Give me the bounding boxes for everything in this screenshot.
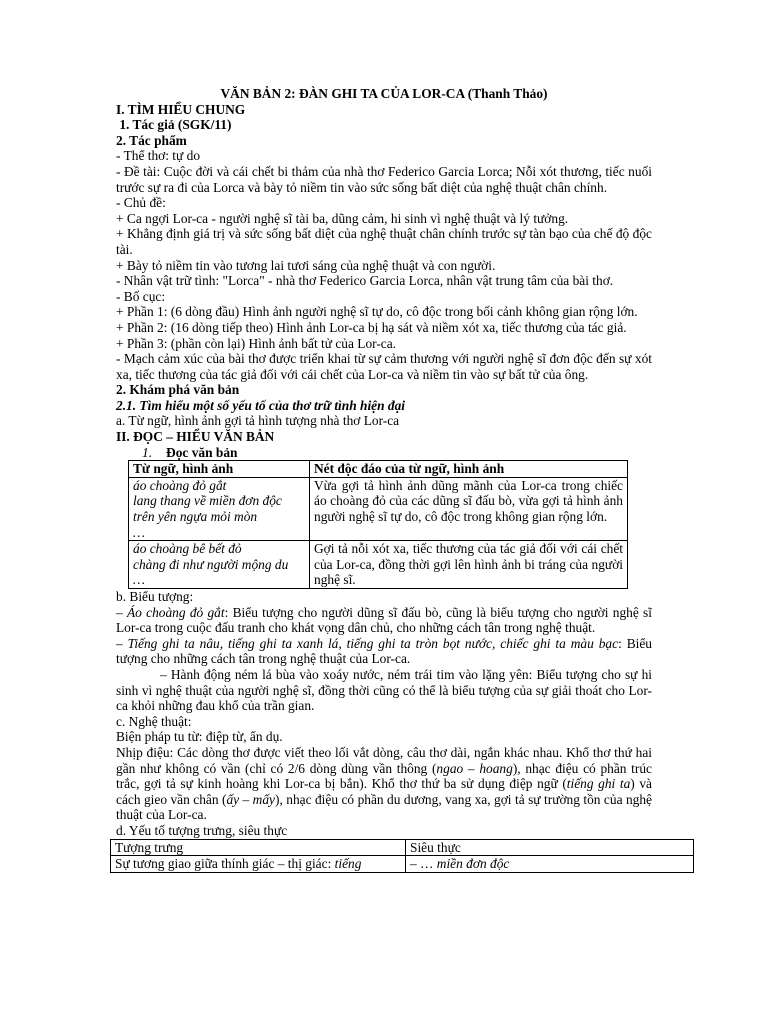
text-line-symbol-cloak — [116, 605, 652, 636]
table-cell-images — [129, 541, 310, 589]
table-cell-meaning: Gợi tả nỗi xót xa, tiếc thương của tác giả đối với cái chết của Lor-ca, đồng thời gợi lên hình ảnh bi tráng của người nghệ sĩ. — [310, 541, 628, 589]
table-row — [111, 856, 694, 873]
text-line-part-1: + Phần 1: (6 dòng đầu) Hình ảnh người nghệ sĩ tự do, cô độc trong bối cảnh không gian rộng lớn. — [116, 304, 638, 320]
document-title: VĂN BẢN 2: ĐÀN GHI TA CỦA LOR-CA (Thanh Thảo) — [220, 86, 548, 101]
italic-phrase: ngao – hoang — [436, 760, 513, 776]
numbered-item-reading — [116, 445, 652, 461]
section-heading-reading: II. ĐỌC – HIỂU VĂN BẢN — [116, 429, 275, 445]
subheading-explore: 2. Khám phá văn bản — [116, 382, 240, 398]
text-line-theme-3: + Bày tỏ niềm tin vào tương lai tươi sáng của nghệ thuật và con người. — [116, 257, 496, 273]
text-span: : Biểu tượng cho những cách tân trong nghệ thuật của Lor-ca. — [116, 635, 653, 667]
table-header-cell: Từ ngữ, hình ảnh — [129, 461, 310, 478]
text-line-symbol-action: – Hành động ném lá bùa vào xoáy nước, ném trái tim vào lặng yên: Biểu tượng cho sự hi sinh vì nghệ thuật của người nghệ sĩ, đồng thời cũng có thể là biểu tượng của sự giải thoát cho Lor-ca khỏi những đau khổ của trần gian. — [116, 666, 652, 714]
document-body — [116, 86, 652, 873]
text-span: : Biểu tượng cho người dũng sĩ đấu bò, cũng là biểu tượng cho người nghệ sĩ Lor-ca trong cuộc đấu tranh cho khát vọng dân chủ, cho những cách tân trong nghệ thuật. — [116, 604, 652, 636]
item-text: Đọc văn bản — [166, 444, 238, 460]
table-cell-surreal — [406, 856, 694, 873]
text-line-structure-label: - Bố cục: — [116, 288, 166, 304]
italic-phrase: – Áo choàng đỏ gắt — [116, 604, 225, 620]
table-cell-meaning: Vừa gợi tả hình ảnh dũng mãnh của Lor-ca trong chiếc áo choàng đỏ của các dũng sĩ đấu bò, vừa gợi tả hình ảnh người nghệ sĩ tự do, cô độc trong không gian rộng lớn. — [310, 477, 628, 540]
italic-phrase: miền đơn độc — [436, 856, 510, 872]
subheading-symbols: b. Biểu tượng: — [116, 589, 194, 604]
cell-line: lang thang về miền đơn độc — [133, 493, 282, 509]
italic-phrase: tiếng ghi ta — [566, 776, 631, 792]
table-header-cell: Siêu thực — [406, 839, 694, 856]
cell-line: trên yên ngựa mỏi mòn — [133, 509, 258, 525]
italic-phrase: ấy – mấy — [226, 791, 275, 807]
table-header-row — [111, 839, 694, 856]
table-cell-images — [129, 477, 310, 540]
subheading-elements: 2.1. Tìm hiểu một số yếu tố của thơ trữ tình hiện đại — [116, 397, 406, 413]
table-header-cell: Tượng trưng — [111, 839, 406, 856]
text-line-topic: - Đề tài: Cuộc đời và cái chết bi thảm của nhà thơ Federico Garcia Lorca; Nỗi xót thương, tiếc nuối trước sự ra đi của Lorca và bày tỏ niềm tin vào sức sống bất diệt của nghệ thuật chân chính. — [116, 163, 652, 195]
text-line-part-3: + Phần 3: (phần còn lại) Hình ảnh bất tử của Lor-ca. — [116, 335, 397, 351]
text-line-rhythm — [116, 745, 652, 823]
text-line-form: - Thể thơ: tự do — [116, 148, 201, 164]
table-row — [129, 541, 628, 589]
cell-line: … — [133, 572, 145, 588]
text-line-emotion-flow: - Mạch cảm xúc của bài thơ được triển khai từ sự cảm thương với người nghệ sĩ đơn độc đến sự xót xa, tiếc thương của tác giả đối với cái chết của Lor-ca và niềm tin vào sự bất tử của ông. — [116, 351, 652, 382]
text-span: Sự tương giao giữa thính giác – thị giác: — [115, 856, 335, 872]
table-words-images — [128, 460, 628, 589]
text-line-part-2: + Phần 2: (16 dòng tiếp theo) Hình ảnh Lor-ca bị hạ sát và niềm xót xa, tiếc thương của tác giả. — [116, 319, 627, 335]
text-span: – … — [410, 856, 437, 872]
text-line-rhetoric: Biện pháp tu từ: điệp từ, ẩn dụ. — [116, 729, 283, 745]
subheading-art: c. Nghệ thuật: — [116, 713, 192, 729]
text-span: ) và cách gieo vần chân ( — [116, 776, 652, 807]
subheading-work: 2. Tác phẩm — [116, 132, 187, 148]
table-row — [129, 477, 628, 540]
table-header-cell: Nét độc đáo của từ ngữ, hình ảnh — [310, 461, 628, 478]
section-heading-general: I. TÌM HIỂU CHUNG — [116, 101, 246, 117]
subheading-author: 1. Tác giả (SGK/11) — [116, 117, 232, 133]
text-line-symbol-guitar — [116, 636, 652, 667]
text-span: Nhịp điệu: Các dòng thơ được viết theo lối vắt dòng, câu thơ dài, ngắn khác nhau. Khổ thơ thứ hai gần như không có vần (chỉ có 2/6 dòng dùng vần thông ( — [116, 744, 652, 776]
text-span: ), nhạc điệu có phần trúc trắc, gợi tả sự kinh hoàng khi Lor-ca bị bắn). Khổ thơ thứ ba sử dụng điệp ngữ ( — [116, 760, 653, 792]
cell-line: … — [133, 524, 145, 540]
italic-phrase: tiếng — [334, 856, 362, 872]
subheading-symbolism: d. Yếu tố tượng trưng, siêu thực — [116, 822, 288, 838]
text-line-theme-label: - Chủ đề: — [116, 195, 166, 211]
text-line-theme-2: + Khẳng định giá trị và sức sống bất diệt của nghệ thuật chân chính trước sự tàn bạo của chế độ độc tài. — [116, 226, 652, 257]
text-line-lyric-character: - Nhân vật trữ tình: "Lorca" - nhà thơ Federico Garcia Lorca, nhân vật trung tâm của bài thơ. — [116, 273, 614, 289]
table-header-row — [129, 461, 628, 478]
text-span: ), nhạc điệu có phần du dương, vang xa, gợi tả sự trường tồn của nghệ thuật của Lor-ca. — [116, 791, 652, 823]
cell-line: chàng đi như người mộng du — [133, 556, 289, 572]
cell-line: áo choàng đỏ gắt — [133, 477, 227, 493]
table-cell-symbolic — [111, 856, 406, 873]
item-number: 1. — [142, 444, 153, 460]
cell-line: áo choàng bê bết đỏ — [133, 541, 242, 557]
text-line-words-images: a. Từ ngữ, hình ảnh gợi tả hình tượng nhà thơ Lor-ca — [116, 413, 400, 429]
italic-phrase: – Tiếng ghi ta nâu, tiếng ghi ta xanh lá, tiếng ghi ta tròn bọt nước, chiếc ghi ta màu bạc — [116, 635, 619, 651]
table-symbolism — [110, 839, 694, 873]
text-line-theme-1: + Ca ngợi Lor-ca - người nghệ sĩ tài ba, dũng cảm, hi sinh vì nghệ thuật và lý tưởng. — [116, 210, 569, 226]
